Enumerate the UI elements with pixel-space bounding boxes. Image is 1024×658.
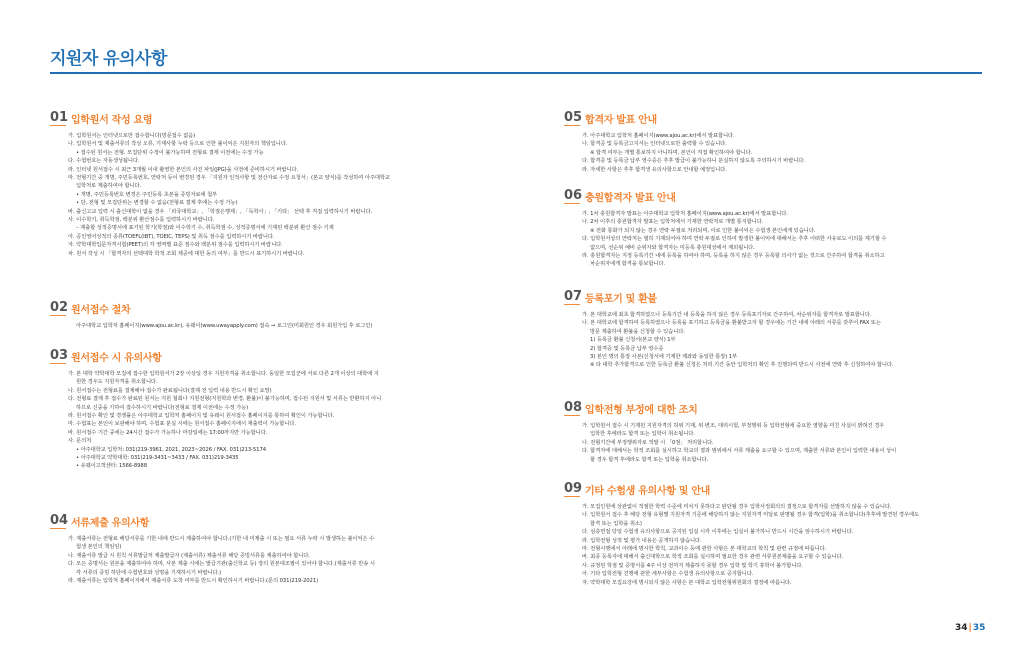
section-header bbox=[564, 481, 1004, 499]
section-body bbox=[564, 422, 1004, 464]
section-number-underline bbox=[50, 363, 66, 364]
section-line: 나. 원서접수는 전형료를 결제해야 접수가 완료됩니다(결제 전 입력 내용 반드시 확인 요망) bbox=[68, 387, 272, 394]
section-05 bbox=[564, 110, 1004, 174]
section-04 bbox=[50, 513, 490, 585]
section-title: 원서접수 절차 bbox=[71, 305, 131, 316]
section-07 bbox=[564, 289, 1004, 370]
section-line: • 유웨이고객센터: 1566-8988 bbox=[76, 463, 147, 470]
section-number-underline bbox=[564, 415, 580, 416]
section-number-underline bbox=[564, 496, 580, 497]
section-header bbox=[564, 400, 1004, 418]
section-number: 08 bbox=[564, 400, 583, 415]
section-03 bbox=[50, 348, 490, 471]
page-number bbox=[955, 623, 985, 633]
section-line: 바. 출신고교 입력 시 출신대학이 없을 경우 「외국대학교」, 「학점은행제」, 「독학사」, 「기타」 선택 후 직접 입력하시기 바랍니다. bbox=[68, 208, 373, 215]
section-header bbox=[50, 300, 490, 318]
section-line: 사. 문의처 bbox=[68, 438, 92, 445]
section-line: 험생 본인의 책임임) bbox=[76, 544, 122, 551]
section-08 bbox=[564, 400, 1004, 464]
section-title: 등록포기 및 환불 bbox=[585, 294, 657, 305]
section-header bbox=[564, 110, 1004, 128]
section-title: 입학원서 작성 요령 bbox=[71, 115, 153, 126]
section-number: 09 bbox=[564, 481, 583, 496]
section-line: 라. 입학전형 성적 및 평가 내용은 공개하지 않습니다. bbox=[582, 537, 702, 544]
section-line: 라. 원서접수 확인 및 경쟁률은 아주대학교 입학처 홈페이지 및 유웨이 원서접수 홈페이지를 통하여 확인이 가능합니다. bbox=[68, 413, 335, 420]
section-line: 가. 1차 충원합격자 발표는 아주대학교 입학처 홈페이지(www.ajou.ac.kr)에서 발표합니다. bbox=[582, 211, 788, 217]
section-line: 나. 전형기간에 부정행위자로 적발 시 「0점」 처리합니다. bbox=[582, 439, 714, 446]
section-line: 다. 전형료 결제 후 접수가 완료된 원서는 지원 철회나 지원전형(지원학과 변경, 환불)이 불가능하며, 접수된 지원서 및 서류는 반환하지 아니 bbox=[68, 396, 382, 403]
section-line: 나. 입학원서 접수 후 해당 전형 유형별 지원자격 기준에 해당하지 않는 지원자격 미달로 판명될 경우 합격(입학)을 취소합니다(추후에 발견된 경우에도 bbox=[582, 512, 920, 519]
section-line: 라. 인터넷 원서접수 시 최근 3개월 이내 촬영한 본인의 사진 파일(JPG)을 사전에 준비하시기 바랍니다. bbox=[68, 166, 299, 173]
section-line: ※ 전화 통화가 되지 않는 경우 연락 두절로 처리되며, 이로 인한 불이익은 수험생 본인에게 있습니다. bbox=[590, 227, 816, 234]
section-title: 합격자 발표 안내 bbox=[585, 115, 657, 126]
section-line: 라. 충원합격자는 지정 등록기간 내에 등록을 하여야 하며, 등록을 하지 않은 경우 등록할 의사가 없는 것으로 간주하여 합격을 취소하고 bbox=[582, 253, 885, 260]
title-divider bbox=[50, 72, 982, 74]
section-line: 가. 입학원서 접수 시 기재된 지원자격의 허위 기재, 위·변조, 대리시험, 부정행위 등 입학전형에 중요한 영향을 미친 사실이 밝혀진 경우 bbox=[582, 423, 885, 429]
section-line: 다. 심층면접 당일 수험생 유의사항으로 공지된 입실 시각 이후에는 입실이 불가하니 반드시 시간을 엄수하시기 바랍니다. bbox=[582, 529, 854, 536]
page-title: 지원자 유의사항 bbox=[50, 49, 167, 69]
section-number: 01 bbox=[50, 110, 69, 125]
section-line: 다. 수험번호는 자동생성됩니다. bbox=[68, 158, 140, 165]
section-line: 원한 경우도 지원자격을 취소합니다. bbox=[76, 379, 158, 386]
section-header bbox=[564, 188, 1004, 206]
section-line: 사. 이수학기, 취득학점, 백분위 환산점수를 입력하시기 바랍니다. bbox=[68, 217, 215, 224]
section-line: 마. 전형기간 중 개명, 주민등록번호, 연락처 등이 변경된 경우 「지원자 인적사항 및 전산자료 수정 요청서」(본교 양식)를 작성하여 아주대학교 bbox=[68, 175, 390, 182]
section-09 bbox=[564, 481, 1004, 587]
section-line: • 아주대학교 약학대학: 031)219-3431~3433 / FAX. 031)219-3435 bbox=[76, 455, 239, 462]
section-title: 기타 수험생 유의사항 및 안내 bbox=[585, 486, 711, 497]
section-line: ※ 합격 여부는 개별 통보하지 아니하며, 본인이 직접 확인하여야 합니다. bbox=[590, 149, 753, 156]
section-line: 3) 본인 명의 통장 사본(신청서에 기재한 계좌와 동일한 통장) 1부 bbox=[590, 354, 738, 361]
section-line: 나. 2차 이후의 충원합격자 발표는 입학처에서 기재한 연락처로 개별 통지합니다. bbox=[582, 219, 764, 226]
section-number-underline bbox=[50, 528, 66, 529]
section-number-underline bbox=[564, 304, 580, 305]
section-header bbox=[50, 348, 490, 366]
section-body bbox=[564, 311, 1004, 370]
section-line: 입학처로 제출하여야 합니다. bbox=[76, 183, 141, 190]
section-number: 05 bbox=[564, 110, 583, 125]
section-line: 없으며, 선순위 예비 순위자와 합격자는 미등록 충원대상에서 제외됩니다. bbox=[590, 244, 755, 251]
section-number: 04 bbox=[50, 513, 69, 528]
section-line: 나. 제출서류 발급 시 원칙 서류발급처 제출발급자 (제출서류) 제출서류 해당 증빙서류를 제출하여야 합니다. bbox=[68, 552, 310, 559]
section-06 bbox=[564, 188, 1004, 269]
section-02 bbox=[50, 300, 490, 330]
section-number: 07 bbox=[564, 289, 583, 304]
section-header bbox=[564, 289, 1004, 307]
section-line: 입학한 후에라도 합격 또는 입학이 취소됩니다. bbox=[590, 431, 695, 438]
section-number-underline bbox=[564, 203, 580, 204]
section-line: 아주대학교 입학처 홈페이지(www.ajou.ac.kr), 유웨이(www.uwayapply.com) 접속 → 로그인(미회원인 경우 회원가입 후 로그인) bbox=[76, 323, 373, 329]
section-line: 아. 기타 입학전형 진행에 관한 세부사항은 수험생 유의사항으로 공지합니다. bbox=[582, 571, 754, 578]
section-line: ※ 타 대학 추가합격으로 인한 등록금 환불 신청은 처리 기간 동안 입학처의 확인 후 진행되며 반드시 사전에 연락 후 신청하여야 합니다. bbox=[590, 362, 894, 369]
section-line: 각 서류의 증빙 하단에 수험번호와 성명을 기재하시기 바랍니다.) bbox=[76, 569, 222, 576]
section-header bbox=[50, 513, 490, 531]
section-line: 가. 입학원서는 인터넷으로만 접수합니다(방문접수 없음) bbox=[68, 133, 196, 139]
section-title: 충원합격자 발표 안내 bbox=[585, 193, 676, 204]
section-body bbox=[564, 503, 1004, 587]
section-line: 나. 합격증 및 등록금고지서는 인터넷으로만 출력할 수 있습니다. bbox=[582, 141, 727, 148]
section-number-underline bbox=[564, 125, 580, 126]
section-line: 다. 모든 증명서는 원본을 제출하여야 하며, 사본 제출 시에는 발급기관(출신학교 등) 장의 원본대조필이 있어야 합니다.(제출서류 반송 시 bbox=[68, 561, 375, 568]
section-line: 바. 원서접수 기간 중에는 24시간 접수가 가능하나 마감일에는 17:00까지만 가능합니다. bbox=[68, 429, 268, 436]
section-line: 자. 약학대학 모집요강에 명시되지 않은 사항은 본 대학교 입학전형위원회의 결정에 따릅니다. bbox=[582, 579, 792, 586]
section-title: 서류제출 유의사항 bbox=[71, 518, 150, 529]
section-line: 1) 등록금 환불 신청서(본교 양식) 1부 bbox=[590, 337, 676, 344]
section-number: 03 bbox=[50, 348, 69, 363]
section-line: 가. 제출서류는 전형료 해당서류를 기한 내에 반드시 제출하여야 합니다.(기한 내 미제출 시 또는 필요 서류 누락 시 발생하는 불이익은 수 bbox=[68, 536, 375, 542]
section-line: 나. 본 대학교에 합격하여 등록하였으나 등록을 포기하고 등록금을 환불받고자 할 경우에는 기간 내에 아래의 서류를 갖추어 FAX 또는 bbox=[582, 320, 881, 327]
section-line: 가. 아주대학교 입학처 홈페이지(www.ajou.ac.kr)에서 발표합니다. bbox=[582, 133, 735, 139]
section-number: 02 bbox=[50, 300, 69, 315]
section-body bbox=[564, 210, 1004, 269]
section-header bbox=[50, 110, 490, 128]
section-number-underline bbox=[50, 315, 66, 316]
section-line: 나. 입학원서 및 제출서류의 작성 오류, 기재사항 누락 등으로 인한 불이익은 지원자의 책임입니다. bbox=[68, 141, 288, 148]
section-number-underline bbox=[50, 125, 66, 126]
section-line: 마. 전형시행에서 아래에 명시한 학칙, 교과이수 등에 관한 사항은 본 대학교의 학칙 및 관련 규정에 따릅니다. bbox=[582, 546, 827, 553]
section-body bbox=[564, 132, 1004, 174]
section-line: • 단, 전형 및 모집단위는 변경할 수 없음(전형료 결제 후에는 수정 가능) bbox=[76, 200, 238, 207]
section-line: 마. 수험표는 본인이 보관해야 하며, 수험표 분실 시에는 원서접수 홈페이지에서 재출력이 가능합니다. bbox=[68, 421, 296, 428]
section-body bbox=[50, 370, 490, 471]
section-line: 방문 제출하여 환불을 신청할 수 있습니다. bbox=[590, 328, 685, 335]
section-line: 바. 최종 등록자에 대해서 출신대학으로 학적 조회를 실시하며 필요한 경우 관련 서류원본제출을 요구할 수 있습니다. bbox=[582, 554, 844, 561]
section-line: 가. 본 대학교에 최초 합격하였으나 등록기간 내 등록을 하지 않은 경우 등록포기자로 간주하여, 차순위자를 합격자로 발표합니다. bbox=[582, 312, 872, 318]
section-body bbox=[50, 322, 490, 330]
section-line: 합격 또는 입학을 취소) bbox=[590, 520, 642, 527]
section-line: 다. 합격자에 대해서는 학적 조회를 실시하고 학교의 결과 범위에서 서류 제출을 요구할 수 있으며, 제출한 서류와 본인이 입력한 내용이 상이 bbox=[582, 448, 897, 455]
section-01 bbox=[50, 110, 490, 258]
section-line: • 개명, 주민등록번호 변경은 주민등록 초본을 증빙자료에 첨부 bbox=[76, 191, 218, 198]
section-line: 라. 제출서류는 입학처 홈페이지에서 제출서류 도착 여부를 반드시 확인하시기 바랍니다.(문의 031)219-2021) bbox=[68, 578, 319, 585]
section-line: 가. 모집인원에 상관없이 적절한 학력 수준에 미치지 못하다고 판단될 경우 입학사정회의의 결정으로 합격자를 선발하지 않을 수 있습니다. bbox=[582, 504, 892, 510]
section-line: 라. 자세한 사항은 추후 합격생 유의사항으로 안내할 예정입니다. bbox=[582, 166, 727, 173]
section-line: 자. 약학대학입문자격시험(PEET)의 각 영역별 표준 점수와 백분위 점수를 입력하시기 바랍니다. bbox=[68, 242, 283, 249]
section-line: 차. 원서 작성 시 「합격자의 선택대학 학적 조회 제공에 대한 동의 여부」를 반드시 표기하시기 바랍니다. bbox=[68, 250, 305, 257]
section-line: • 아주대학교 입학처: 031)219-3961, 2021, 2023~2026 / FAX. 031)213-5174 bbox=[76, 446, 266, 453]
section-number: 06 bbox=[564, 188, 583, 203]
section-line: 2) 합격증 및 등록금 납부 영수증 bbox=[590, 345, 664, 352]
section-line: 가. 본 대학 약학대학 모집에 접수한 입학원서가 2장 이상일 경우 지원자격을 취소합니다. 동일한 모집군에 서로 다른 2개 이상의 대학에 지 bbox=[68, 371, 379, 377]
page-separator: | bbox=[968, 623, 972, 633]
section-line: 할 경우 합격 후에라도 합격 또는 입학을 취소합니다. bbox=[590, 456, 709, 463]
section-line: 사. 규정된 학점 및 증명서를 4주 이상 전까지 제출하지 못할 경우 입학 및 학기 휴학이 불가합니다. bbox=[582, 562, 803, 569]
section-title: 원서접수 시 유의사항 bbox=[71, 353, 162, 364]
section-line: 차순위자에게 합격을 통보합니다. bbox=[590, 261, 665, 268]
section-line: 하므로 신중을 기하여 접수하시기 바랍니다(전형료 결제 이전에는 수정 가능) bbox=[76, 404, 249, 411]
section-line: – 제출할 성적증명서에 표기된 학기(학점)와 이수학기 수, 취득학점 수, 성적증명서에 기재된 백분위 환산 점수 기재 bbox=[76, 225, 334, 232]
section-line: 다. 입학원서상의 연락처는 필히 기재되어야 하며 연락 두절로 인하여 발생한 불이익에 대해서는 추후 어떠한 사유로도 이의를 제기할 수 bbox=[582, 236, 887, 243]
section-line: 다. 합격증 및 등록금 납부 영수증은 추후 발급이 불가능하니 분실하지 않도록 주의하시기 바랍니다. bbox=[582, 158, 805, 165]
page-total: 35 bbox=[972, 623, 986, 633]
section-line: 아. 공인영어성적의 종류(TOEFL(IBT), TOEIC, TEPS) 및 취득 점수를 입력하시기 바랍니다. bbox=[68, 233, 275, 240]
page-current: 34 bbox=[955, 623, 968, 633]
section-body bbox=[50, 535, 490, 585]
section-body bbox=[50, 132, 490, 258]
section-title: 입학전형 부정에 대한 조치 bbox=[585, 405, 698, 416]
section-line: • 접수된 원서는 전형, 모집단위 수정이 불가능하며 전형료 결제 이전에는 수정 가능 bbox=[76, 149, 264, 156]
